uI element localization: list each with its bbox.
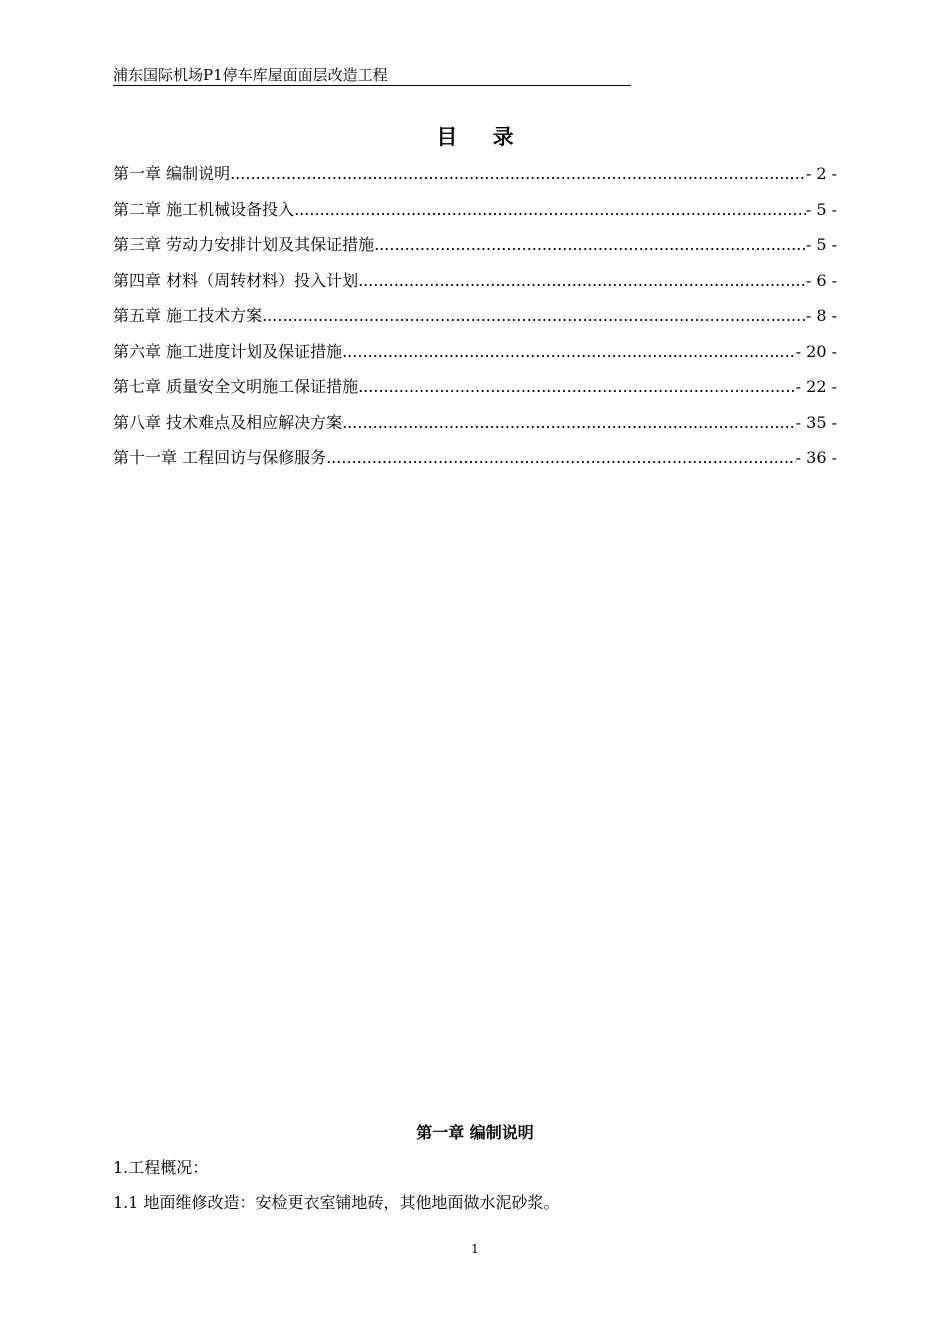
toc-entry-label: 第五章 施工技术方案 [113, 306, 263, 325]
toc-entry-label: 第六章 施工进度计划及保证措施 [113, 341, 343, 361]
toc-entry-chapter-2[interactable] [113, 192, 837, 228]
toc-dot-leader [358, 263, 806, 299]
toc-entry-label: 第四章 材料（周转材料）投入计划 [113, 270, 359, 290]
toc-dot-leader [342, 405, 796, 441]
toc-entry-page: - 6 - [805, 270, 837, 290]
toc-entry-page: - 20 - [795, 341, 837, 361]
toc-dot-leader [374, 227, 806, 263]
toc-dot-leader [230, 156, 806, 192]
toc-entry-page: - 5 - [805, 199, 837, 219]
header-title: 浦东国际机场P1停车库屋面面层改造工程 [113, 66, 388, 84]
toc-entry-page: - 2 - [805, 164, 837, 183]
toc-entry-page: - 8 - [805, 306, 837, 325]
toc-entry-chapter-1[interactable] [113, 156, 837, 192]
toc-entry-chapter-7[interactable] [113, 369, 837, 405]
toc-dot-leader [342, 334, 796, 370]
toc-entry-label: 第十一章 工程回访与保修服务 [113, 448, 327, 467]
page-header [113, 66, 631, 86]
toc-entry-chapter-5[interactable] [113, 298, 837, 334]
toc-entry-page: - 22 - [795, 377, 837, 396]
table-of-contents [113, 156, 837, 476]
toc-entry-chapter-6[interactable] [113, 334, 837, 370]
section-heading: 1.工程概况： [113, 1158, 209, 1177]
toc-dot-leader [358, 369, 796, 405]
toc-dot-leader [294, 192, 806, 228]
toc-dot-leader [326, 440, 796, 476]
toc-entry-label: 第三章 劳动力安排计划及其保证措施 [113, 235, 375, 254]
toc-entry-label: 第二章 施工机械设备投入 [113, 199, 295, 219]
toc-entry-chapter-3[interactable] [113, 227, 837, 263]
toc-dot-leader [262, 298, 806, 334]
chapter-heading: 第一章 编制说明 [416, 1123, 534, 1142]
toc-title: 目 录 [436, 124, 528, 149]
toc-entry-page: - 36 - [795, 448, 837, 467]
toc-entry-page: - 35 - [795, 412, 837, 432]
toc-entry-label: 第七章 质量安全文明施工保证措施 [113, 377, 359, 396]
toc-entry-chapter-11[interactable] [113, 440, 837, 476]
toc-entry-chapter-8[interactable] [113, 405, 837, 441]
toc-entry-label: 第一章 编制说明 [113, 164, 231, 183]
body-paragraph: 1.1 地面维修改造：安检更衣室铺地砖，其他地面做水泥砂浆。 [113, 1193, 560, 1212]
toc-entry-page: - 5 - [805, 235, 837, 254]
toc-entry-chapter-4[interactable] [113, 263, 837, 299]
toc-entry-label: 第八章 技术难点及相应解决方案 [113, 412, 343, 432]
page-number: 1 [471, 1242, 479, 1256]
